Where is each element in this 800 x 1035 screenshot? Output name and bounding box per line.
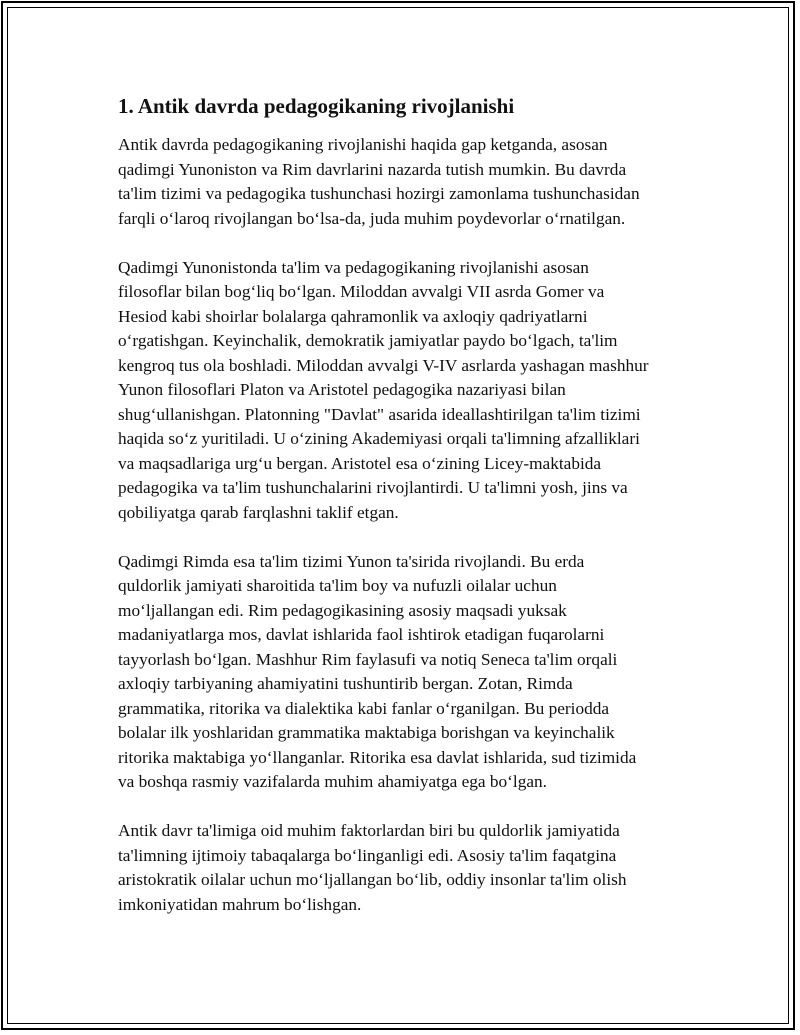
section-heading: 1. Antik davrda pedagogikaning rivojlanishi xyxy=(118,94,515,118)
paragraph-greece: Qadimgi Yunonistonda ta'lim va pedagogikaning rivojlanishi asosan filosoflar bilan bogʻliq boʻlgan. Miloddan avvalgi VII asrda Gomer va Hesiod kabi shoirlar bolalarga qahramonlik va axloqiy qadriyatlarni oʻrgatishgan. Keyinchalik, demokratik jamiyatlar paydo boʻlgach, ta'lim kengroq tus ola boshladi. Miloddan avvalgi V-IV asrlarda yashagan mashhur Yunon filosoflari Platon va Aristotel pedagogika nazariyasi bilan shugʻullanishgan. Platonning "Davlat" asarida ideallashtirilgan ta'lim tizimi haqida soʻz yuritiladi. U oʻzining Akademiyasi orqali ta'limning afzalliklari va maqsadlariga urgʻu bergan. Aristotel esa oʻzining Licey-maktabida pedagogika va ta'lim tushunchalarini rivojlantirdi. U ta'limni yosh, jins va qobiliyatga qarab farqlashni taklif etgan. xyxy=(118,257,649,522)
paragraph-conclusion: Antik davr ta'limiga oid muhim faktorlardan biri bu quldorlik jamiyatida ta'limning ijtimoiy tabaqalarga boʻlinganligi edi. Asosiy ta'lim faqatgina aristokratik oilalar uchun moʻljallangan boʻlib, oddiy insonlar ta'lim olish imkoniyatidan mahrum boʻlishgan. xyxy=(118,821,627,914)
document-body xyxy=(118,93,693,942)
paragraph-intro: Antik davrda pedagogikaning rivojlanishi haqida gap ketganda, asosan qadimgi Yunoniston va Rim davrlarini nazarda tutish mumkin. Bu davrda ta'lim tizimi va pedagogika tushunchasi hozirgi zamonlama tushunchasidan farqli oʻlaroq rivojlangan boʻlsa-da, juda muhim poydevorlar oʻrnatilgan. xyxy=(118,135,640,228)
paragraph-rome: Qadimgi Rimda esa ta'lim tizimi Yunon ta'sirida rivojlandi. Bu erda quldorlik jamiyati sharoitida ta'lim boy va nufuzli oilalar uchun moʻljallangan edi. Rim pedagogikasining asosiy maqsadi yuksak madaniyatlarga mos, davlat ishlarida faol ishtirok etadigan fuqarolarni tayyorlash boʻlgan. Mashhur Rim faylasufi va notiq Seneca ta'lim orqali axloqiy tarbiyaning ahamiyatini tushuntirib bergan. Zotan, Rimda grammatika, ritorika va dialektika kabi fanlar oʻrganilgan. Bu periodda bolalar ilk yoshlaridan grammatika maktabiga borishgan va keyinchalik ritorika maktabiga yoʻllanganlar. Ritorika esa davlat ishlarida, sud tizimida va boshqa rasmiy vazifalarda muhim ahamiyatga ega boʻlgan. xyxy=(118,551,637,791)
